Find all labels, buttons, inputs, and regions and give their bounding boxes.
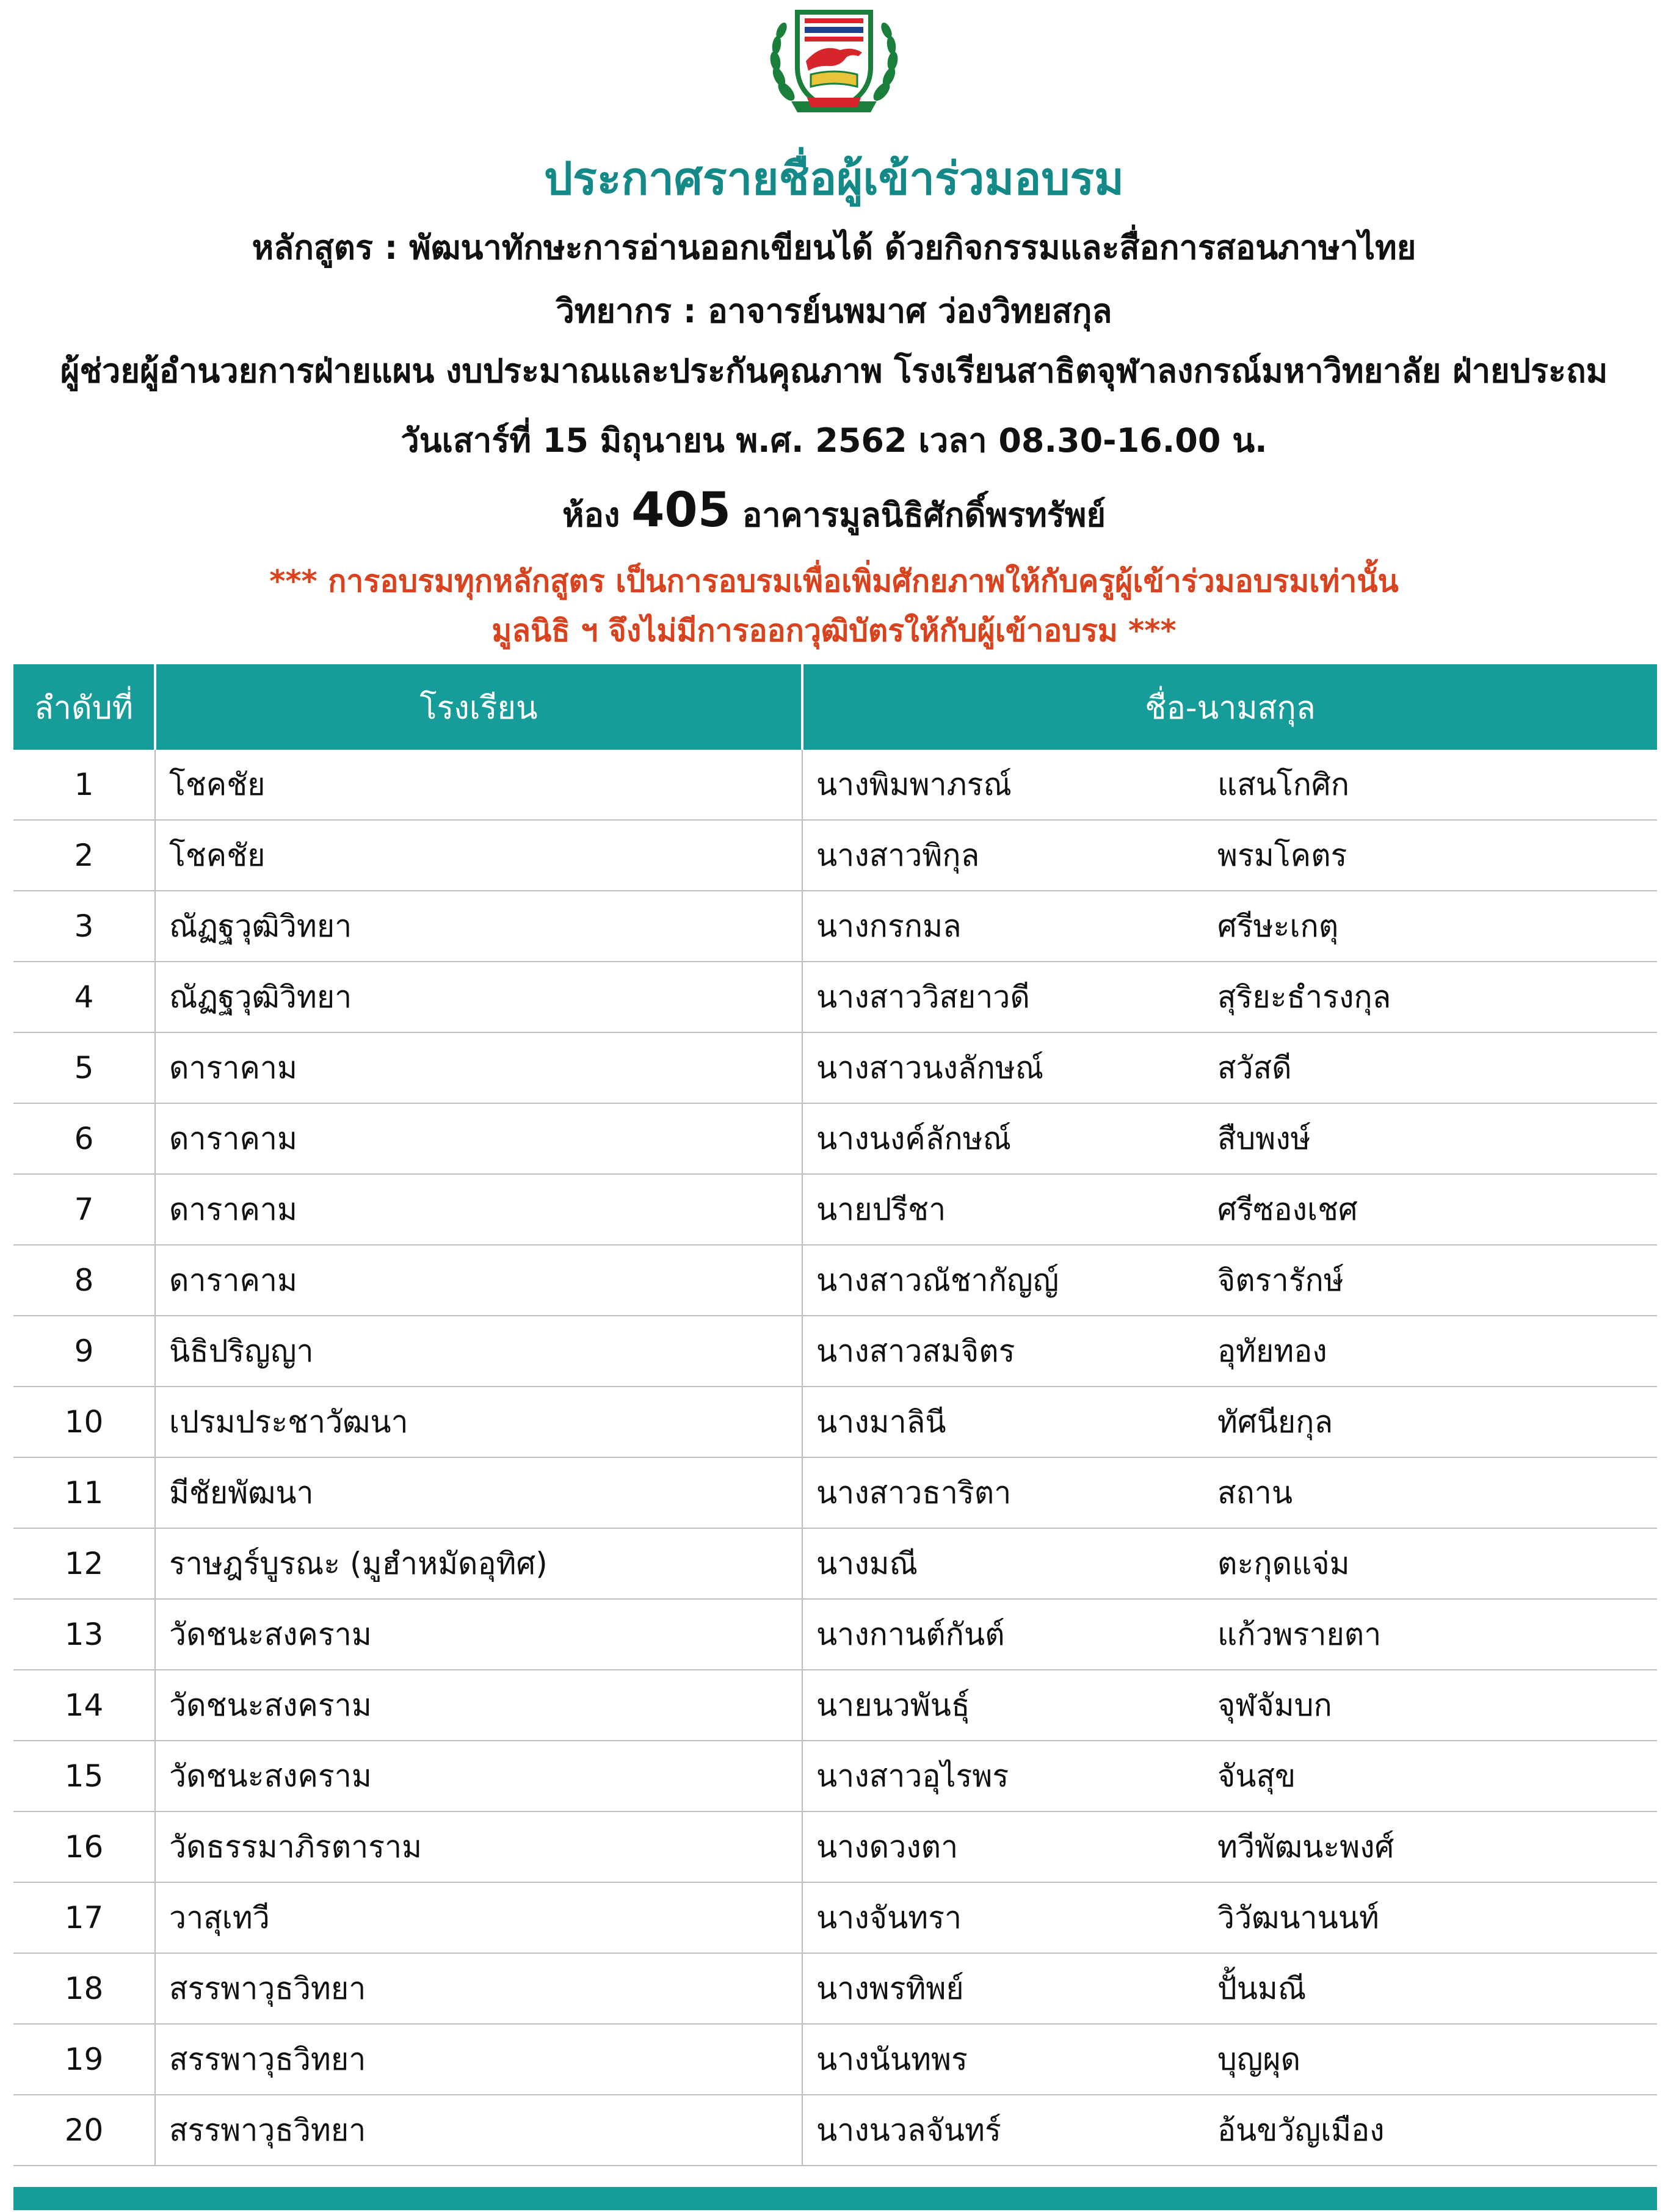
row-first-name: นางพรทิพย์ <box>802 1953 1217 2024</box>
row-last-name: วิวัฒนานนท์ <box>1217 1882 1657 1953</box>
row-first-name: นางนงค์ลักษณ์ <box>802 1103 1217 1174</box>
row-last-name: แสนโกศิก <box>1217 750 1657 820</box>
table-header-row <box>13 664 1657 750</box>
row-school: ราษฎร์บูรณะ (มูฮำหมัดอุทิศ) <box>155 1528 802 1599</box>
table-row <box>13 2095 1657 2166</box>
speaker-line: วิทยากร : อาจารย์นพมาศ ว่องวิทยสกุล <box>556 292 1112 330</box>
row-last-name: สถาน <box>1217 1457 1657 1528</box>
room-line <box>0 483 1668 540</box>
row-school: เปรมประชาวัฒนา <box>155 1387 802 1457</box>
row-number: 4 <box>13 962 155 1032</box>
row-last-name: ศรีษะเกตุ <box>1217 891 1657 962</box>
participants-table <box>13 664 1657 2166</box>
row-first-name: นางสาวพิกุล <box>802 820 1217 891</box>
row-school: โชคชัย <box>155 820 802 891</box>
row-school: ดาราคาม <box>155 1245 802 1316</box>
row-number: 14 <box>13 1670 155 1741</box>
row-school: สรรพาวุธวิทยา <box>155 2095 802 2166</box>
row-school: ณัฏฐวุฒิวิทยา <box>155 962 802 1032</box>
row-last-name: ศรีซองเชศ <box>1217 1174 1657 1245</box>
row-last-name: พรมโคตร <box>1217 820 1657 891</box>
table-row <box>13 1741 1657 1811</box>
speaker-position-line: ผู้ช่วยผู้อำนวยการฝ่ายแผน งบประมาณและประกันคุณภาพ โรงเรียนสาธิตจุฬาลงกรณ์มหาวิทยาลัย ฝ่ายประถม <box>60 352 1608 390</box>
table-row <box>13 1103 1657 1174</box>
row-school: วัดชนะสงคราม <box>155 1670 802 1741</box>
row-school: วาสุเทวี <box>155 1882 802 1953</box>
room-prefix: ห้อง <box>562 496 632 534</box>
row-number: 12 <box>13 1528 155 1599</box>
row-last-name: แก้วพรายตา <box>1217 1599 1657 1670</box>
row-number: 5 <box>13 1032 155 1103</box>
row-last-name: สืบพงษ์ <box>1217 1103 1657 1174</box>
row-number: 13 <box>13 1599 155 1670</box>
row-school: ดาราคาม <box>155 1032 802 1103</box>
row-school: นิธิปริญญา <box>155 1316 802 1387</box>
row-school: มีชัยพัฒนา <box>155 1457 802 1528</box>
row-number: 10 <box>13 1387 155 1457</box>
table-row <box>13 820 1657 891</box>
row-first-name: นางสาวธาริตา <box>802 1457 1217 1528</box>
row-first-name: นายปรีชา <box>802 1174 1217 1245</box>
row-first-name: นายนวพันธุ์ <box>802 1670 1217 1741</box>
row-number: 9 <box>13 1316 155 1387</box>
row-number: 11 <box>13 1457 155 1528</box>
row-number: 2 <box>13 820 155 891</box>
table-row <box>13 891 1657 962</box>
table-row <box>13 1316 1657 1387</box>
row-number: 15 <box>13 1741 155 1811</box>
row-number: 17 <box>13 1882 155 1953</box>
row-first-name: นางมาลินี <box>802 1387 1217 1457</box>
row-number: 20 <box>13 2095 155 2166</box>
table-row <box>13 1032 1657 1103</box>
row-first-name: นางมณี <box>802 1528 1217 1599</box>
row-last-name: ตะกุดแจ่ม <box>1217 1528 1657 1599</box>
row-number: 16 <box>13 1811 155 1882</box>
row-first-name: นางสาวสมจิตร <box>802 1316 1217 1387</box>
note-line-1: *** การอบรมทุกหลักสูตร เป็นการอบรมเพื่อเพิ่มศักยภาพให้กับครูผู้เข้าร่วมอบรมเท่านั้น <box>269 564 1399 599</box>
room-suffix: อาคารมูลนิธิศักดิ์พรทรัพย์ <box>730 496 1106 534</box>
table-row <box>13 962 1657 1032</box>
course-line: หลักสูตร : พัฒนาทักษะการอ่านออกเขียนได้ ด้วยกิจกรรมและสื่อการสอนภาษาไทย <box>252 228 1416 267</box>
row-number: 6 <box>13 1103 155 1174</box>
row-number: 7 <box>13 1174 155 1245</box>
row-school: โชคชัย <box>155 750 802 820</box>
table-row <box>13 1457 1657 1528</box>
row-first-name: นางสาววิสยาวดี <box>802 962 1217 1032</box>
row-first-name: นางสาวณัชากัญญ์ <box>802 1245 1217 1316</box>
row-number: 18 <box>13 1953 155 2024</box>
row-last-name: ปั้นมณี <box>1217 1953 1657 2024</box>
table-row <box>13 1599 1657 1670</box>
row-first-name: นางสาวนงลักษณ์ <box>802 1032 1217 1103</box>
row-number: 3 <box>13 891 155 962</box>
header-name: ชื่อ-นามสกุล <box>802 664 1657 750</box>
row-last-name: จันสุข <box>1217 1741 1657 1811</box>
table-row <box>13 1245 1657 1316</box>
row-school: วัดธรรมาภิรตาราม <box>155 1811 802 1882</box>
row-school: วัดชนะสงคราม <box>155 1741 802 1811</box>
table-row <box>13 1811 1657 1882</box>
row-number: 19 <box>13 2024 155 2095</box>
table-row <box>13 1174 1657 1245</box>
table-row <box>13 2024 1657 2095</box>
note-line-2: มูลนิธิ ฯ จึงไม่มีการออกวุฒิบัตรให้กับผู้เข้าอบรม *** <box>491 613 1177 648</box>
row-last-name: จิตรารักษ์ <box>1217 1245 1657 1316</box>
table-body <box>13 750 1657 2166</box>
row-last-name: ทัศนียกุล <box>1217 1387 1657 1457</box>
row-school: ณัฏฐวุฒิวิทยา <box>155 891 802 962</box>
table-row <box>13 1882 1657 1953</box>
announcement-title: ประกาศรายชื่อผู้เข้าร่วมอบรม <box>544 153 1124 205</box>
table-row <box>13 1528 1657 1599</box>
row-school: ดาราคาม <box>155 1103 802 1174</box>
row-last-name: ทวีพัฒนะพงศ์ <box>1217 1811 1657 1882</box>
row-school: สรรพาวุธวิทยา <box>155 1953 802 2024</box>
row-last-name: อ้นขวัญเมือง <box>1217 2095 1657 2166</box>
row-first-name: นางพิมพาภรณ์ <box>802 750 1217 820</box>
row-last-name: สุริยะธำรงกุล <box>1217 962 1657 1032</box>
table-row <box>13 1953 1657 2024</box>
row-school: ดาราคาม <box>155 1174 802 1245</box>
table-bottom-bar <box>13 2187 1657 2210</box>
table-row <box>13 1670 1657 1741</box>
row-first-name: นางนวลจันทร์ <box>802 2095 1217 2166</box>
row-last-name: สวัสดี <box>1217 1032 1657 1103</box>
row-last-name: อุทัยทอง <box>1217 1316 1657 1387</box>
table-row <box>13 1387 1657 1457</box>
row-first-name: นางกรกมล <box>802 891 1217 962</box>
row-first-name: นางดวงตา <box>802 1811 1217 1882</box>
row-first-name: นางสาวอุไรพร <box>802 1741 1217 1811</box>
row-number: 1 <box>13 750 155 820</box>
row-first-name: นางกานต์กันต์ <box>802 1599 1217 1670</box>
row-number: 8 <box>13 1245 155 1316</box>
room-number: 405 <box>631 483 731 538</box>
row-school: วัดชนะสงคราม <box>155 1599 802 1670</box>
table-row <box>13 750 1657 820</box>
header-no: ลำดับที่ <box>13 664 155 750</box>
row-last-name: บุญผุด <box>1217 2024 1657 2095</box>
school-logo <box>755 0 913 122</box>
row-first-name: นางจันทรา <box>802 1882 1217 1953</box>
row-last-name: จุฬจัมบก <box>1217 1670 1657 1741</box>
date-time-line: วันเสาร์ที่ 15 มิถุนายน พ.ศ. 2562 เวลา 08.30-16.00 น. <box>401 421 1267 460</box>
row-school: สรรพาวุธวิทยา <box>155 2024 802 2095</box>
row-first-name: นางนันทพร <box>802 2024 1217 2095</box>
header-school: โรงเรียน <box>155 664 802 750</box>
